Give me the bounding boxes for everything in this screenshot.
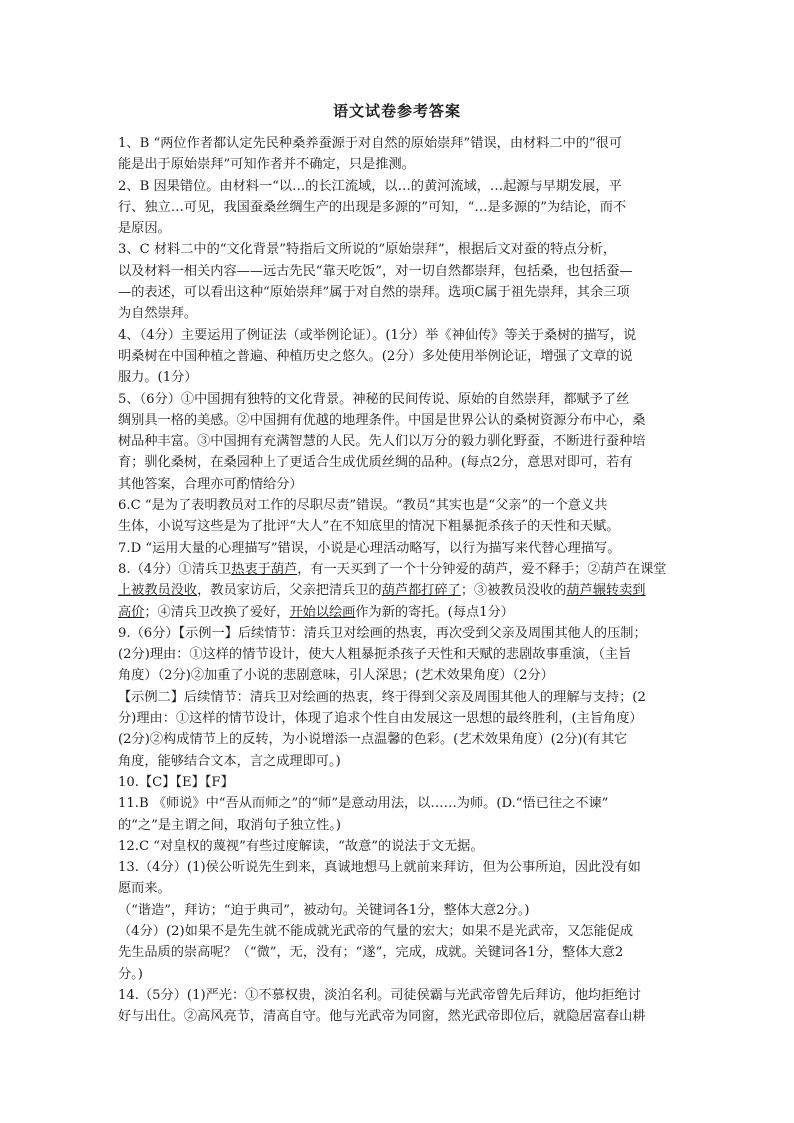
text-line: 树品种丰富。③中国拥有充满智慧的人民。先人们以万分的毅力驯化野蚕，不断进行蚕种培: [118, 434, 646, 450]
text-line: 育；驯化桑树，在桑园种上了更适合生成优质丝绸的品种。(每点2分，意思对即可，若有: [118, 455, 633, 471]
text-line: 14.（5分）(1)严光：①不慕权贵，淡泊名利。司徒侯霸与光武帝曾先后拜访，他均拒绝讨: [118, 987, 641, 1003]
text-line: 【示例二】后续情节：清兵卫对绘画的热衷，终于得到父亲及周围其他人的理解与支持；(2: [118, 689, 646, 705]
underlined-answer: 开始以绘画: [289, 604, 356, 620]
underlined-answer: 高价: [118, 604, 145, 620]
text-span: ，教员家访后，父亲把清兵卫的: [197, 583, 382, 599]
text-line-q8b: [118, 580, 688, 601]
text-line: 为自然崇拜。: [118, 306, 198, 322]
text-line: 5、（6分）①中国拥有独特的文化背景。神秘的民间传说、原始的自然崇拜，都赋予了丝: [118, 391, 630, 407]
text-line: 6.C “是为了表明教员对工作的尽职尽责”错误。“教员”其实也是“父亲”的一个意义共: [118, 498, 608, 514]
text-line: 角度）（2分)②加重了小说的悲剧意味，引人深思；(艺术效果角度）（2分）: [118, 668, 554, 684]
text-line: 其他答案，合理亦可酌情给分）: [118, 476, 303, 492]
text-line: 2、B 因果错位。由材料一“以…的长江流域，以…的黄河流域，…起源与早期发展，平: [118, 178, 622, 194]
text-line: （4分）(2)如果不是先生就不能成就光武帝的气量的宏大；如果不是光武帝，又怎能促成: [118, 923, 634, 939]
text-line: 分)理由：①这样的情节设计，体现了追求个性自由发展这一思想的最终胜利，(主旨角度）: [118, 711, 643, 727]
answer-body: [118, 133, 688, 1027]
text-line: （“谐造”，拜访；“迫于典司”，被动句。关键词各1分，整体大意2分。): [118, 902, 530, 918]
text-line: 是原因。: [118, 221, 171, 237]
text-line-q8a: [118, 559, 688, 580]
text-line: (2分)②构成情节上的反转，为小说增添一点温馨的色彩。(艺术效果角度）(2分)(有其它: [118, 732, 628, 748]
text-line: 生体，小说写这些是为了批评“大人”在不知底里的情况下粗暴扼杀孩子的天性和天赋。: [118, 519, 620, 535]
text-line: 的“之”是主谓之间，取消句子独立性。): [118, 817, 342, 833]
underlined-answer: 葫芦辗转卖到: [566, 583, 646, 599]
text-line: 好与出仕。②高风亮节，清高自守。他与光武帝为同窗，然光武帝即位后，就隐居富春山耕: [118, 1009, 646, 1025]
text-span: ；④清兵卫改换了爱好，: [144, 604, 290, 620]
underlined-answer: 葫芦都打碎了: [381, 583, 461, 599]
text-line: 1、B “两位作者都认定先民种桑养蚕源于对自然的原始崇拜”错误，由材料二中的“很可: [118, 136, 623, 151]
text-line: —的表述，可以看出这种“原始崇拜”属于对自然的崇拜。选项C属于祖先崇拜，其余三项: [118, 285, 630, 301]
text-line: 13.（4分）(1)侯公听说先生到来，真诚地想马上就前来拜访，但为公事所迫，因此没有如: [118, 860, 641, 876]
text-line: 3、C 材料二中的“文化背景”特指后文所说的“原始崇拜”，根据后文对蚕的特点分析，: [118, 242, 617, 258]
text-line: (2分)理由：①这样的情节设计，使大人粗暴扼杀孩子天性和天赋的悲剧故事重演，（主旨: [118, 647, 632, 663]
page-title: 语文试卷参考答案: [332, 102, 461, 120]
underlined-answer: 热衷于葫芦: [231, 561, 298, 577]
text-span: 作为新的寄托。(每点1分）: [355, 604, 514, 620]
text-line: 以及材料一相关内容——远古先民“靠天吃饭”，对一切自然都崇拜，包括桑，也包括蚕—: [118, 263, 633, 279]
text-line: 7.D “运用大量的心理描写”错误，小说是心理活动略写，以行为描写来代替心理描写。: [118, 540, 621, 556]
text-line: 明桑树在中国种植之普遍、种植历史之悠久。(2分）多处使用举例论证，增强了文章的说: [118, 348, 633, 364]
text-span: ，有一天买到了一个十分钟爱的葫芦，爱不释手；②葫芦在课堂: [297, 561, 667, 577]
text-line: 分。): [118, 966, 143, 982]
text-line: 角度，能够结合文本，言之成理即可。): [118, 753, 341, 769]
text-line: 绸别具一格的美感。②中国拥有优越的地理条件。中国是世界公认的桑树资源分布中心，桑: [118, 412, 646, 428]
text-line: 12.C “对皇权的蔑视”有些过度解读，“故意”的说法于文无据。: [118, 838, 484, 854]
text-line: 服力。(1分）: [118, 370, 198, 386]
text-line: 行、独立…可见，我国蚕桑丝绸生产的出现是多源的”可知，“…是多源的”为结论，而不: [118, 199, 627, 215]
text-line-q8c: [118, 602, 688, 623]
text-line: 10.【C】【E】【F】: [118, 774, 234, 790]
underlined-answer: 上被教员没收: [118, 583, 198, 599]
text-line: 愿而来。: [118, 881, 171, 897]
text-span: 8.（4分）①清兵卫: [118, 561, 232, 577]
text-line: 先生品质的崇高呢？（“微”，无，没有；“遂”，完成，成就。关键词各1分，整体大意2: [118, 945, 624, 961]
text-line: 能是出于原始崇拜”可知作者并不确定，只是推测。: [118, 157, 415, 173]
text-line: 4、（4分）主要运用了例证法（或举例论证）。(1分）举《神仙传》等关于桑树的描写，说: [118, 327, 637, 343]
text-line: 11.B 《师说》中“吾从而师之”的“师”是意动用法，以……为师。(D.“悟已往之不谏”: [118, 796, 609, 812]
text-span: ；③被教员没收的: [460, 583, 567, 599]
text-line: 9.（6分）【示例一】后续情节：清兵卫对绘画的热衷，再次受到父亲及周围其他人的压制；: [118, 625, 647, 641]
